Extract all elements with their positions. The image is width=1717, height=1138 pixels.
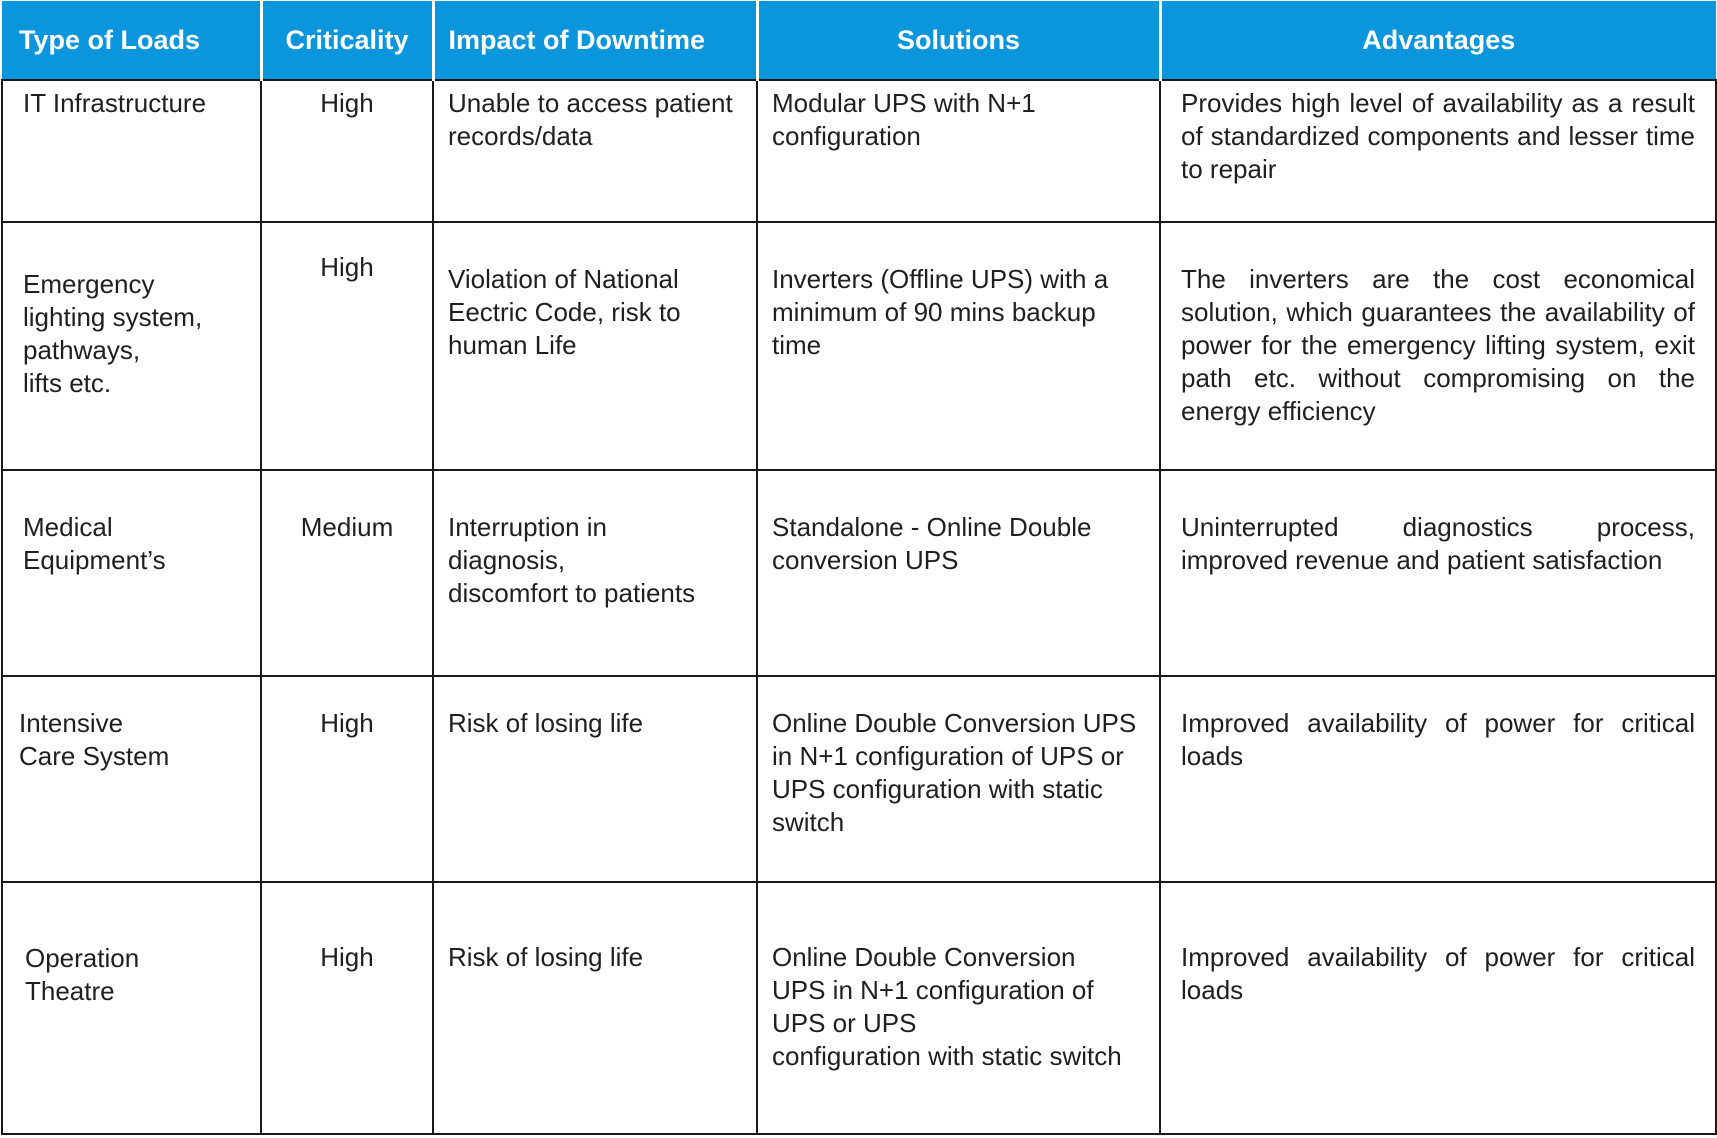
cell-advantage bbox=[1160, 80, 1716, 222]
cell-criticality bbox=[261, 676, 433, 882]
header-criticality: Criticality bbox=[261, 1, 433, 80]
cell-solution bbox=[757, 676, 1160, 882]
load-text: Emergency lighting system, pathways, lifts etc. bbox=[23, 269, 203, 399]
load-text: Intensive Care System bbox=[19, 707, 170, 771]
cell-solution bbox=[757, 470, 1160, 675]
ups-solutions-table bbox=[1, 1, 1717, 1135]
solution-text: Online Double Conversion UPS in N+1 configuration of UPS or UPS configuration with static switch bbox=[772, 941, 1122, 1071]
advantage-text: Provides high level of availability as a result of standardized components and lesser time to repair bbox=[1181, 88, 1695, 184]
cell-impact bbox=[433, 80, 757, 222]
load-text: Operation Theatre bbox=[25, 942, 140, 1006]
cell-impact bbox=[433, 470, 757, 675]
impact-text: Risk of losing life bbox=[448, 941, 644, 972]
table-row bbox=[2, 882, 1716, 1134]
criticality-text: High bbox=[320, 707, 374, 738]
cell-criticality bbox=[261, 222, 433, 470]
cell-criticality bbox=[261, 882, 433, 1134]
cell-advantage bbox=[1160, 676, 1716, 882]
load-text: Medical Equipment’s bbox=[23, 512, 166, 576]
criticality-text: High bbox=[320, 88, 374, 118]
header-solutions: Solutions bbox=[757, 1, 1160, 80]
table-header bbox=[2, 1, 1716, 80]
cell-solution bbox=[757, 222, 1160, 470]
cell-impact bbox=[433, 882, 757, 1134]
header-row bbox=[2, 1, 1716, 80]
criticality-text: Medium bbox=[300, 512, 394, 543]
advantage-text: The inverters are the cost economical solution, which guarantees the availability of power for the emergency lifting system, exit path etc. without compromising on the energy efficiency bbox=[1181, 264, 1695, 427]
header-type-of-loads: Type of Loads bbox=[2, 1, 261, 80]
cell-impact bbox=[433, 676, 757, 882]
cell-type-of-load bbox=[2, 882, 261, 1134]
cell-advantage bbox=[1160, 470, 1716, 675]
header-advantages: Advantages bbox=[1160, 1, 1716, 80]
cell-solution bbox=[757, 882, 1160, 1134]
solution-text: Online Double Conversion UPS in N+1 configuration of UPS or UPS configuration with static switch bbox=[772, 707, 1137, 837]
impact-text: Risk of losing life bbox=[448, 707, 644, 738]
table-row bbox=[2, 676, 1716, 882]
cell-type-of-load bbox=[2, 80, 261, 222]
cell-advantage bbox=[1160, 222, 1716, 470]
table-row bbox=[2, 470, 1716, 675]
table-row bbox=[2, 222, 1716, 470]
header-impact-of-downtime: Impact of Downtime bbox=[433, 1, 757, 80]
load-text: IT Infrastructure bbox=[23, 88, 207, 118]
advantage-text: Uninterrupted diagnostics process, improved revenue and patient satisfaction bbox=[1181, 512, 1695, 576]
cell-criticality bbox=[261, 470, 433, 675]
cell-type-of-load bbox=[2, 676, 261, 882]
cell-solution bbox=[757, 80, 1160, 222]
impact-text: Violation of National Eectric Code, risk to human Life bbox=[448, 264, 681, 361]
solution-text: Standalone - Online Double conversion UPS bbox=[772, 512, 1092, 576]
cell-criticality bbox=[261, 80, 433, 222]
cell-impact bbox=[433, 222, 757, 470]
solution-text: Inverters (Offline UPS) with a minimum of 90 mins backup time bbox=[772, 264, 1109, 361]
table-row bbox=[2, 80, 1716, 222]
cell-type-of-load bbox=[2, 470, 261, 675]
criticality-text: High bbox=[320, 252, 374, 283]
table-body bbox=[2, 80, 1716, 1134]
advantage-text: Improved availability of power for critical loads bbox=[1181, 941, 1695, 1005]
advantage-text: Improved availability of power for critical loads bbox=[1181, 707, 1695, 771]
criticality-text: High bbox=[320, 941, 374, 972]
cell-advantage bbox=[1160, 882, 1716, 1134]
cell-type-of-load bbox=[2, 222, 261, 470]
impact-text: Unable to access patient records/data bbox=[448, 88, 733, 151]
impact-text: Interruption in diagnosis, discomfort to patients bbox=[448, 512, 696, 609]
solution-text: Modular UPS with N+1 configuration bbox=[772, 88, 1036, 151]
